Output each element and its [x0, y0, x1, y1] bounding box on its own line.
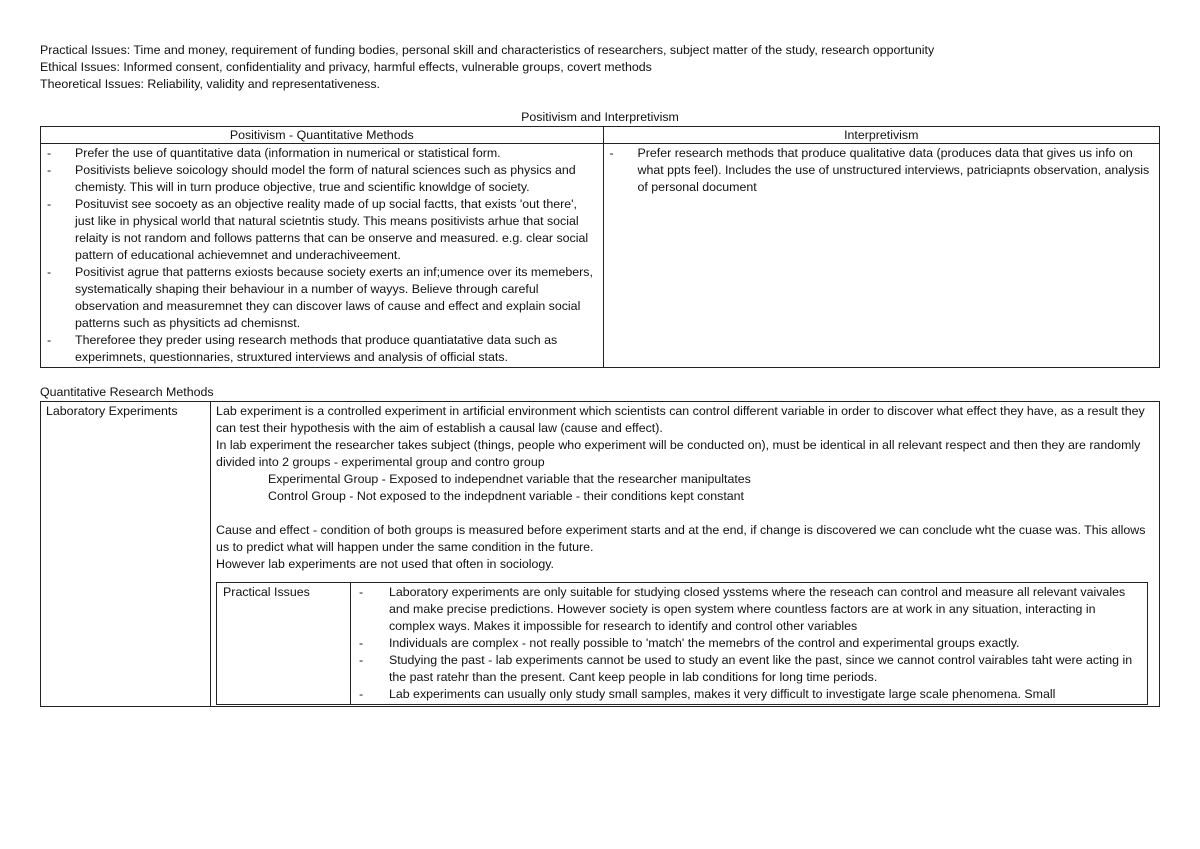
lab-procedure-paragraph: In lab experiment the researcher takes subject (things, people who experiment will be conducted on), must be identical in all relevant respect and then they are randomly divided into 2 groups - experimental group and contro group	[216, 438, 1141, 469]
control-group-line: Control Group - Not exposed to the indepdnent variable - their conditions kept constant	[268, 489, 744, 503]
quantitative-methods-table	[40, 401, 1160, 707]
positivism-cell	[41, 144, 604, 368]
interpretivism-cell	[603, 144, 1159, 368]
practical-issue-point: - Individuals are complex - not really possible to 'match' the memebrs of the control and experimental groups exactly.	[357, 635, 1141, 652]
paragraph-spacer	[216, 505, 1154, 522]
positivism-point: - Positivist agrue that patterns exiosts because society exerts an inf;umence over its memebers, systematically shaping their behaviour in a number of wayys. Believe through careful observation and measuremnet they can discover laws of cause and effect and explain social patterns such as physiticts ad chemisnst.	[45, 264, 599, 332]
interpretivism-column-header: Interpretivism	[603, 127, 1159, 144]
intro-ethical-issues: Ethical Issues: Informed consent, confidentiality and privacy, harmful effects, vulnerable groups, covert methods	[40, 60, 652, 74]
quantitative-methods-title: Quantitative Research Methods	[40, 385, 214, 399]
positivism-point: - Positivists believe soicology should model the form of natural sciences such as physics and chemisty. This will in turn produce objective, true and scientific knowldge of society.	[45, 162, 599, 196]
lab-definition-paragraph: Lab experiment is a controlled experiment in artificial environment which scientists can control different variable in order to discover what effect they have, as a result they can test their hypothesis with the aim of establish a causal law (cause and effect).	[216, 404, 1145, 435]
intro-practical-issues: Practical Issues: Time and money, requirement of funding bodies, personal skill and characteristics of researchers, subject matter of the study, research opportunity	[40, 43, 935, 57]
cause-effect-paragraph: Cause and effect - condition of both groups is measured before experiment starts and at the end, if change is discovered we can conclude wht the cuase was. This allows us to predict what will happen under the same condition in the future.	[216, 523, 1146, 554]
practical-issues-table	[216, 582, 1148, 705]
interpretivism-point: - Prefer research methods that produce qualitative data (produces data that gives us info on what ppts feel). Includes the use of unstructured interviews, patriciapnts observation, analysis of personal document	[608, 145, 1155, 196]
sociology-usage-paragraph: However lab experiments are not used that often in sociology.	[216, 557, 554, 571]
document-page	[40, 42, 1160, 707]
positivism-column-header: Positivism - Quantitative Methods	[41, 127, 604, 144]
practical-issue-point: - Laboratory experiments are only suitable for studying closed ysstems where the reseach can control and measure all relevant vaivales and make precise predictions. However society is open system where countless factors are at work in any situation, interacting in complex ways. Makes it impossible for research to identify and control other variables	[357, 584, 1141, 635]
interpretivism-list	[608, 145, 1155, 196]
positivism-point: - Thereforee they preder using research methods that produce quantiatative data such as experimnets, questionnaries, struxtured interviews and analysis of official stats.	[45, 332, 599, 366]
laboratory-experiments-content	[211, 402, 1160, 707]
practical-issues-cell	[350, 583, 1147, 705]
practical-issue-point: - Studying the past - lab experiments cannot be used to study an event like the past, since we cannot control vairables taht were acting in the past ratehr than the present. Cant keep people in lab conditions for long time periods.	[357, 652, 1141, 686]
positivism-point: - Prefer the use of quantitative data (information in numerical or statistical form.	[45, 145, 599, 162]
intro-theoretical-issues: Theoretical Issues: Reliability, validity and representativeness.	[40, 77, 380, 91]
practical-issues-label: Practical Issues	[217, 583, 351, 705]
laboratory-experiments-label: Laboratory Experiments	[41, 402, 211, 707]
practical-issue-point: - Lab experiments can usually only study small samples, makes it very difficult to investigate large scale phenomena. Small	[357, 686, 1141, 703]
practical-issues-list	[357, 584, 1141, 703]
positivism-list	[45, 145, 599, 366]
positivism-interpretivism-title: Positivism and Interpretivism	[521, 110, 679, 124]
positivism-point: - Posituvist see socoety as an objective reality made of up social factts, that exists 'out there', just like in physical world that natural scietntis study. This means positivists arhue that social relaity is not random and follows patterns that can be onserve and measured. e.g. clear social pattern of educational achievemnet and underachiveement.	[45, 196, 599, 264]
experimental-group-line: Experimental Group - Exposed to independnet variable that the researcher manipultates	[268, 472, 751, 486]
positivism-interpretivism-table	[40, 126, 1160, 368]
